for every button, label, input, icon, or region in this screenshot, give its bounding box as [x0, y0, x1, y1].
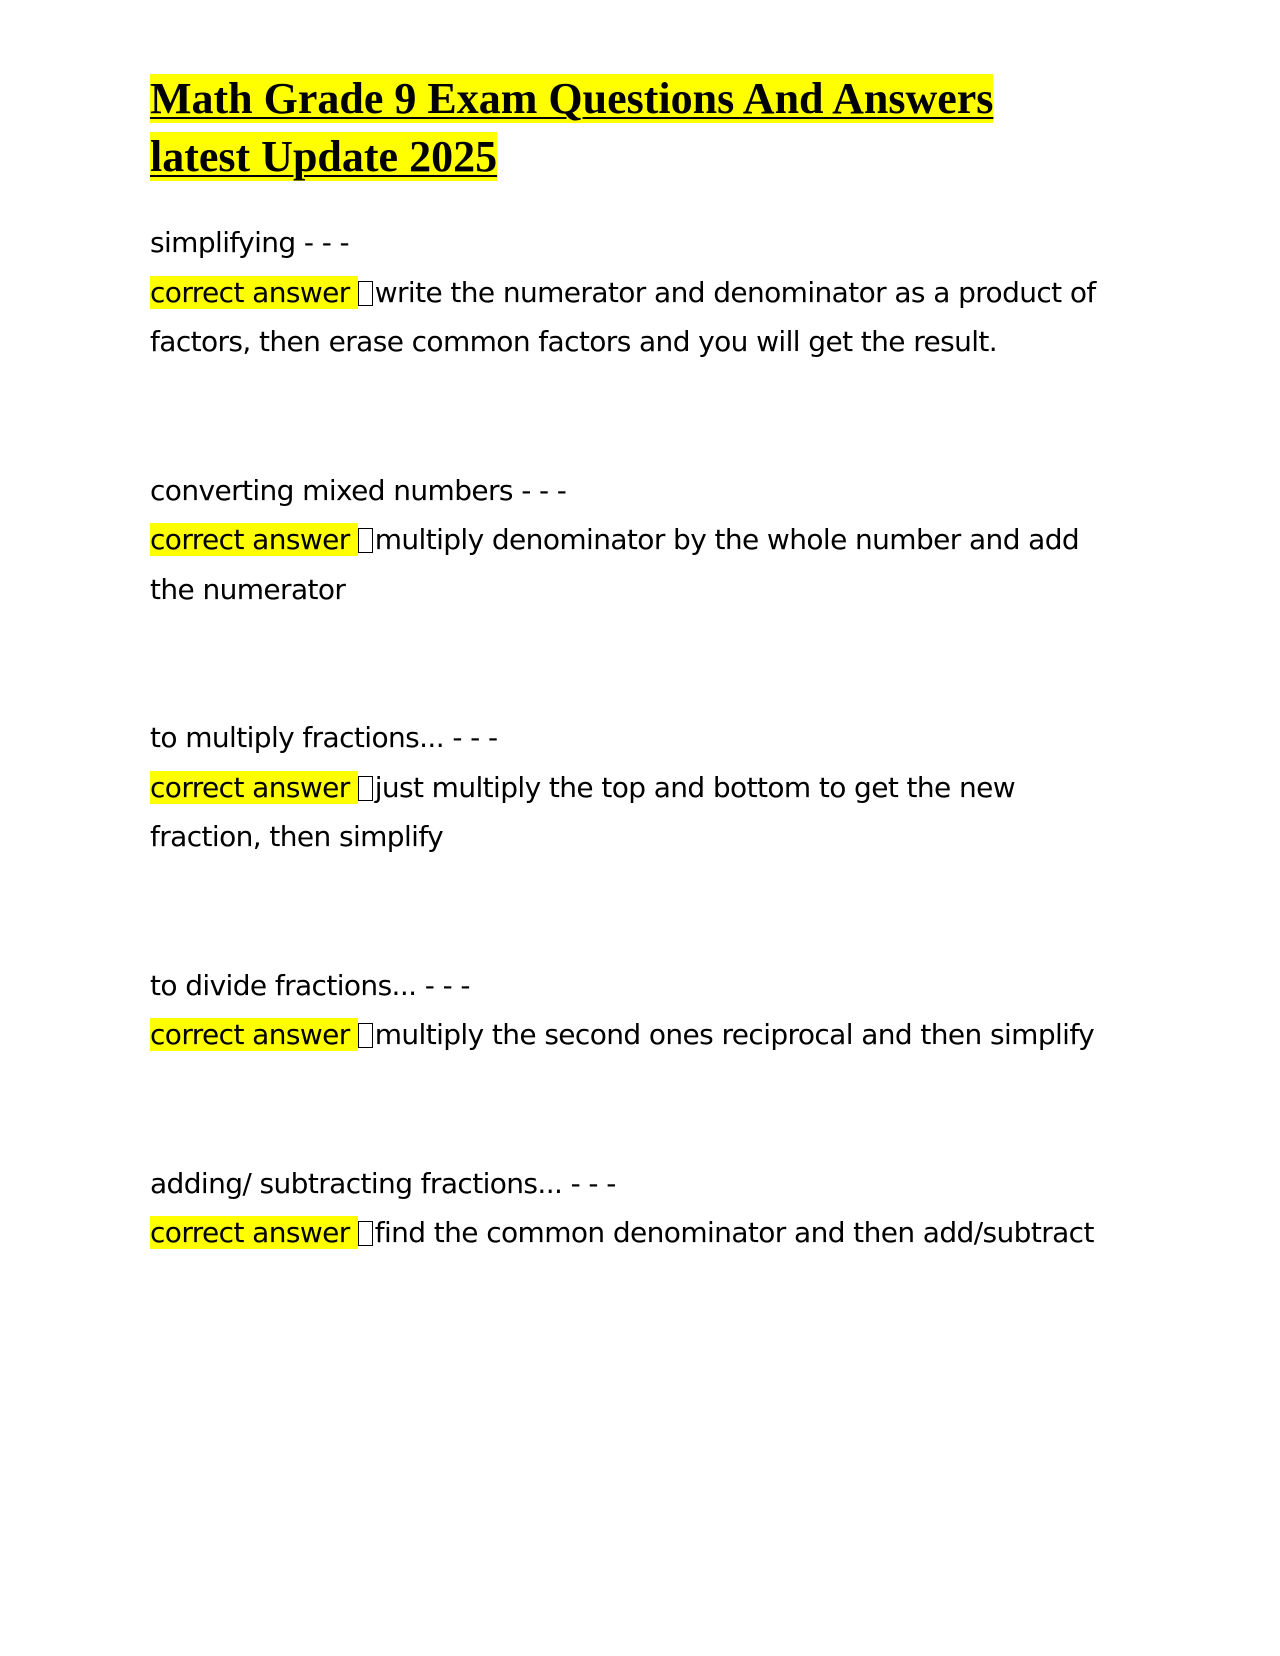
question-text: to multiply fractions... - - - — [150, 721, 498, 754]
title-line-1: Math Grade 9 Exam Questions And Answers — [150, 74, 994, 123]
question-text: to divide fractions... - - - — [150, 968, 470, 1002]
qa-list — [150, 218, 1130, 1357]
answer-tag: correct answer — [150, 1018, 358, 1051]
answer-text: write the numerator and denominator as a product of factors, then erase common factors and you will get the result. — [150, 275, 1096, 358]
document-title — [150, 70, 1150, 186]
qa-item — [150, 1159, 1130, 1258]
answer-text: just multiply the top and bottom to get the new fraction, then simplify — [150, 770, 1016, 853]
answer-text: multiply the second ones reciprocal and then simplify — [374, 1018, 1095, 1051]
answer-tag: correct answer — [150, 771, 358, 804]
missing-glyph-box-icon — [358, 528, 373, 553]
missing-glyph-box-icon — [358, 776, 373, 801]
qa-item — [150, 466, 1130, 615]
question-text: simplifying - - - — [150, 226, 350, 259]
answer-text: find the common denominator and then add/subtract — [374, 1216, 1094, 1249]
qa-item — [150, 218, 1130, 367]
qa-item — [150, 961, 1130, 1060]
missing-glyph-box-icon — [358, 281, 373, 306]
answer-tag: correct answer — [150, 1216, 358, 1249]
answer-tag: correct answer — [150, 523, 358, 556]
missing-glyph-box-icon — [358, 1023, 373, 1048]
answer-text: multiply denominator by the whole number and add the numerator — [150, 523, 1080, 606]
missing-glyph-box-icon — [358, 1221, 373, 1246]
question-text: converting mixed numbers - - - — [150, 473, 567, 507]
title-line-2: latest Update 2025 — [150, 132, 498, 181]
qa-item — [150, 713, 1130, 862]
answer-tag: correct answer — [150, 276, 358, 309]
question-text: adding/ subtracting fractions... - - - — [150, 1166, 616, 1200]
